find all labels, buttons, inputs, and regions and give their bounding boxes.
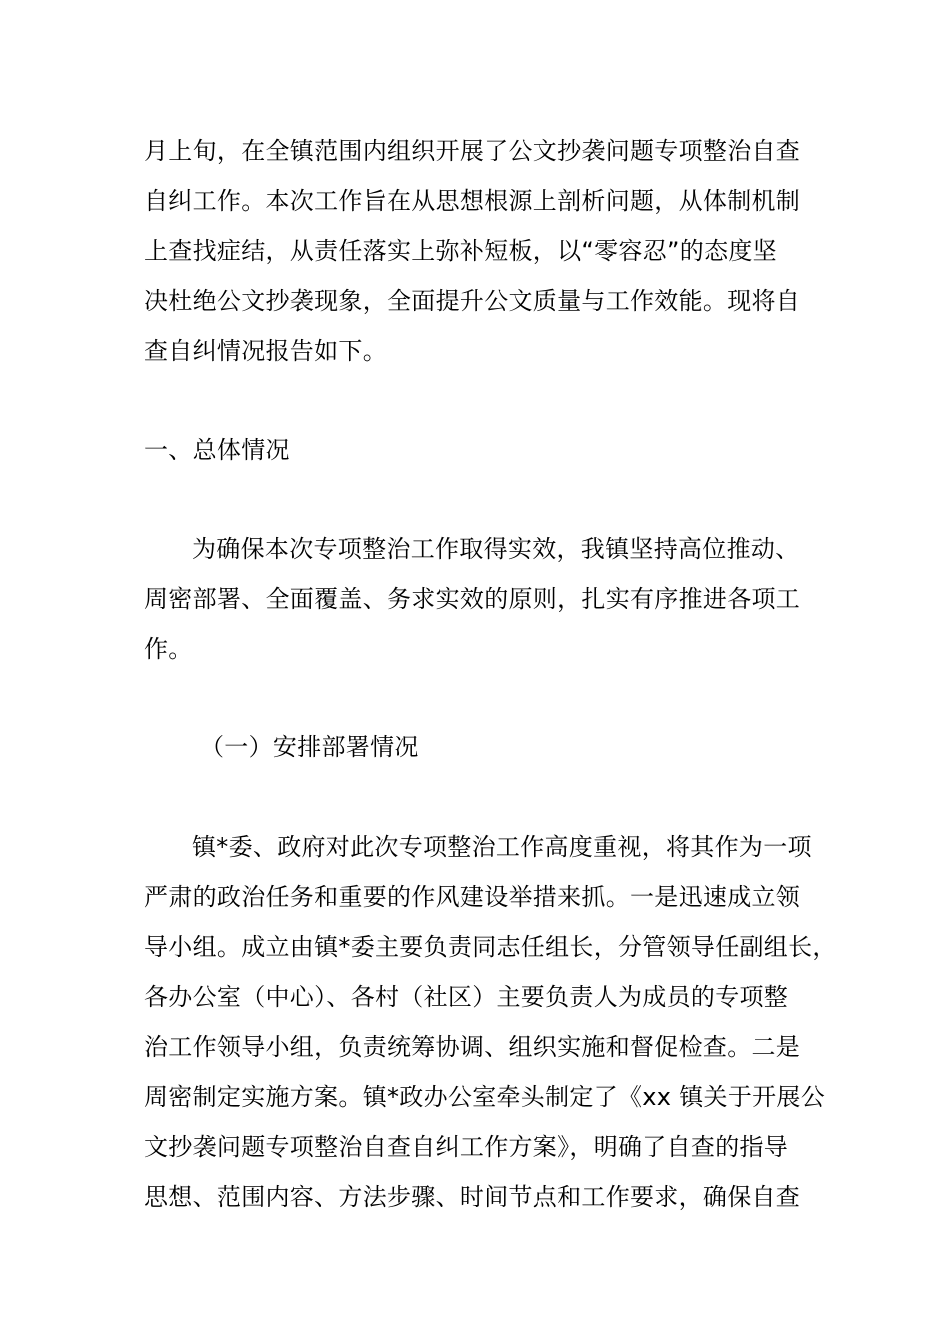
subsection1-line-3: 导小组。成立由镇*委主要负责同志任组长，分管领导任副组长， (144, 933, 837, 961)
intro-line-3: 上查找症结，从责任落实上弥补短板，以“零容忍”的态度坚 (144, 237, 777, 265)
subsection-heading-arrangement: （一）安排部署情况 (200, 733, 419, 761)
subsection1-line-2: 严肃的政治任务和重要的作风建设举措来抓。一是迅速成立领 (144, 883, 801, 911)
subsection1-line-4: 各办公室（中心）、各村（社区）主要负责人为成员的专项整 (144, 983, 789, 1011)
intro-line-1: 月上旬，在全镇范围内组织开展了公文抄袭问题专项整治自查 (144, 137, 801, 165)
subsection1-line-5: 治工作领导小组，负责统筹协调、组织实施和督促检查。二是 (144, 1033, 801, 1061)
subsection1-line-7: 文抄袭问题专项整治自查自纠工作方案》，明确了自查的指导 (144, 1133, 789, 1161)
subsection1-line-1: 镇*委、政府对此次专项整治工作高度重视，将其作为一项 (192, 833, 812, 861)
intro-line-4: 决杜绝公文抄袭现象，全面提升公文质量与工作效能。现将自 (144, 287, 801, 315)
subsection1-line-6: 周密制定实施方案。镇*政办公室牵头制定了《xx 镇关于开展公 (144, 1083, 826, 1111)
intro-line-2: 自纠工作。本次工作旨在从思想根源上剖析问题，从体制机制 (144, 187, 801, 215)
section1-line-2: 周密部署、全面覆盖、务求实效的原则，扎实有序推进各项工 (144, 585, 801, 613)
section1-line-1: 为确保本次专项整治工作取得实效，我镇坚持高位推动、 (192, 535, 800, 563)
section1-line-3: 作。 (144, 635, 193, 663)
subsection1-line-8: 思想、范围内容、方法步骤、时间节点和工作要求，确保自查 (144, 1183, 801, 1211)
section-heading-overall: 一、总体情况 (144, 436, 290, 464)
intro-line-5: 查自纠情况报告如下。 (144, 337, 387, 365)
